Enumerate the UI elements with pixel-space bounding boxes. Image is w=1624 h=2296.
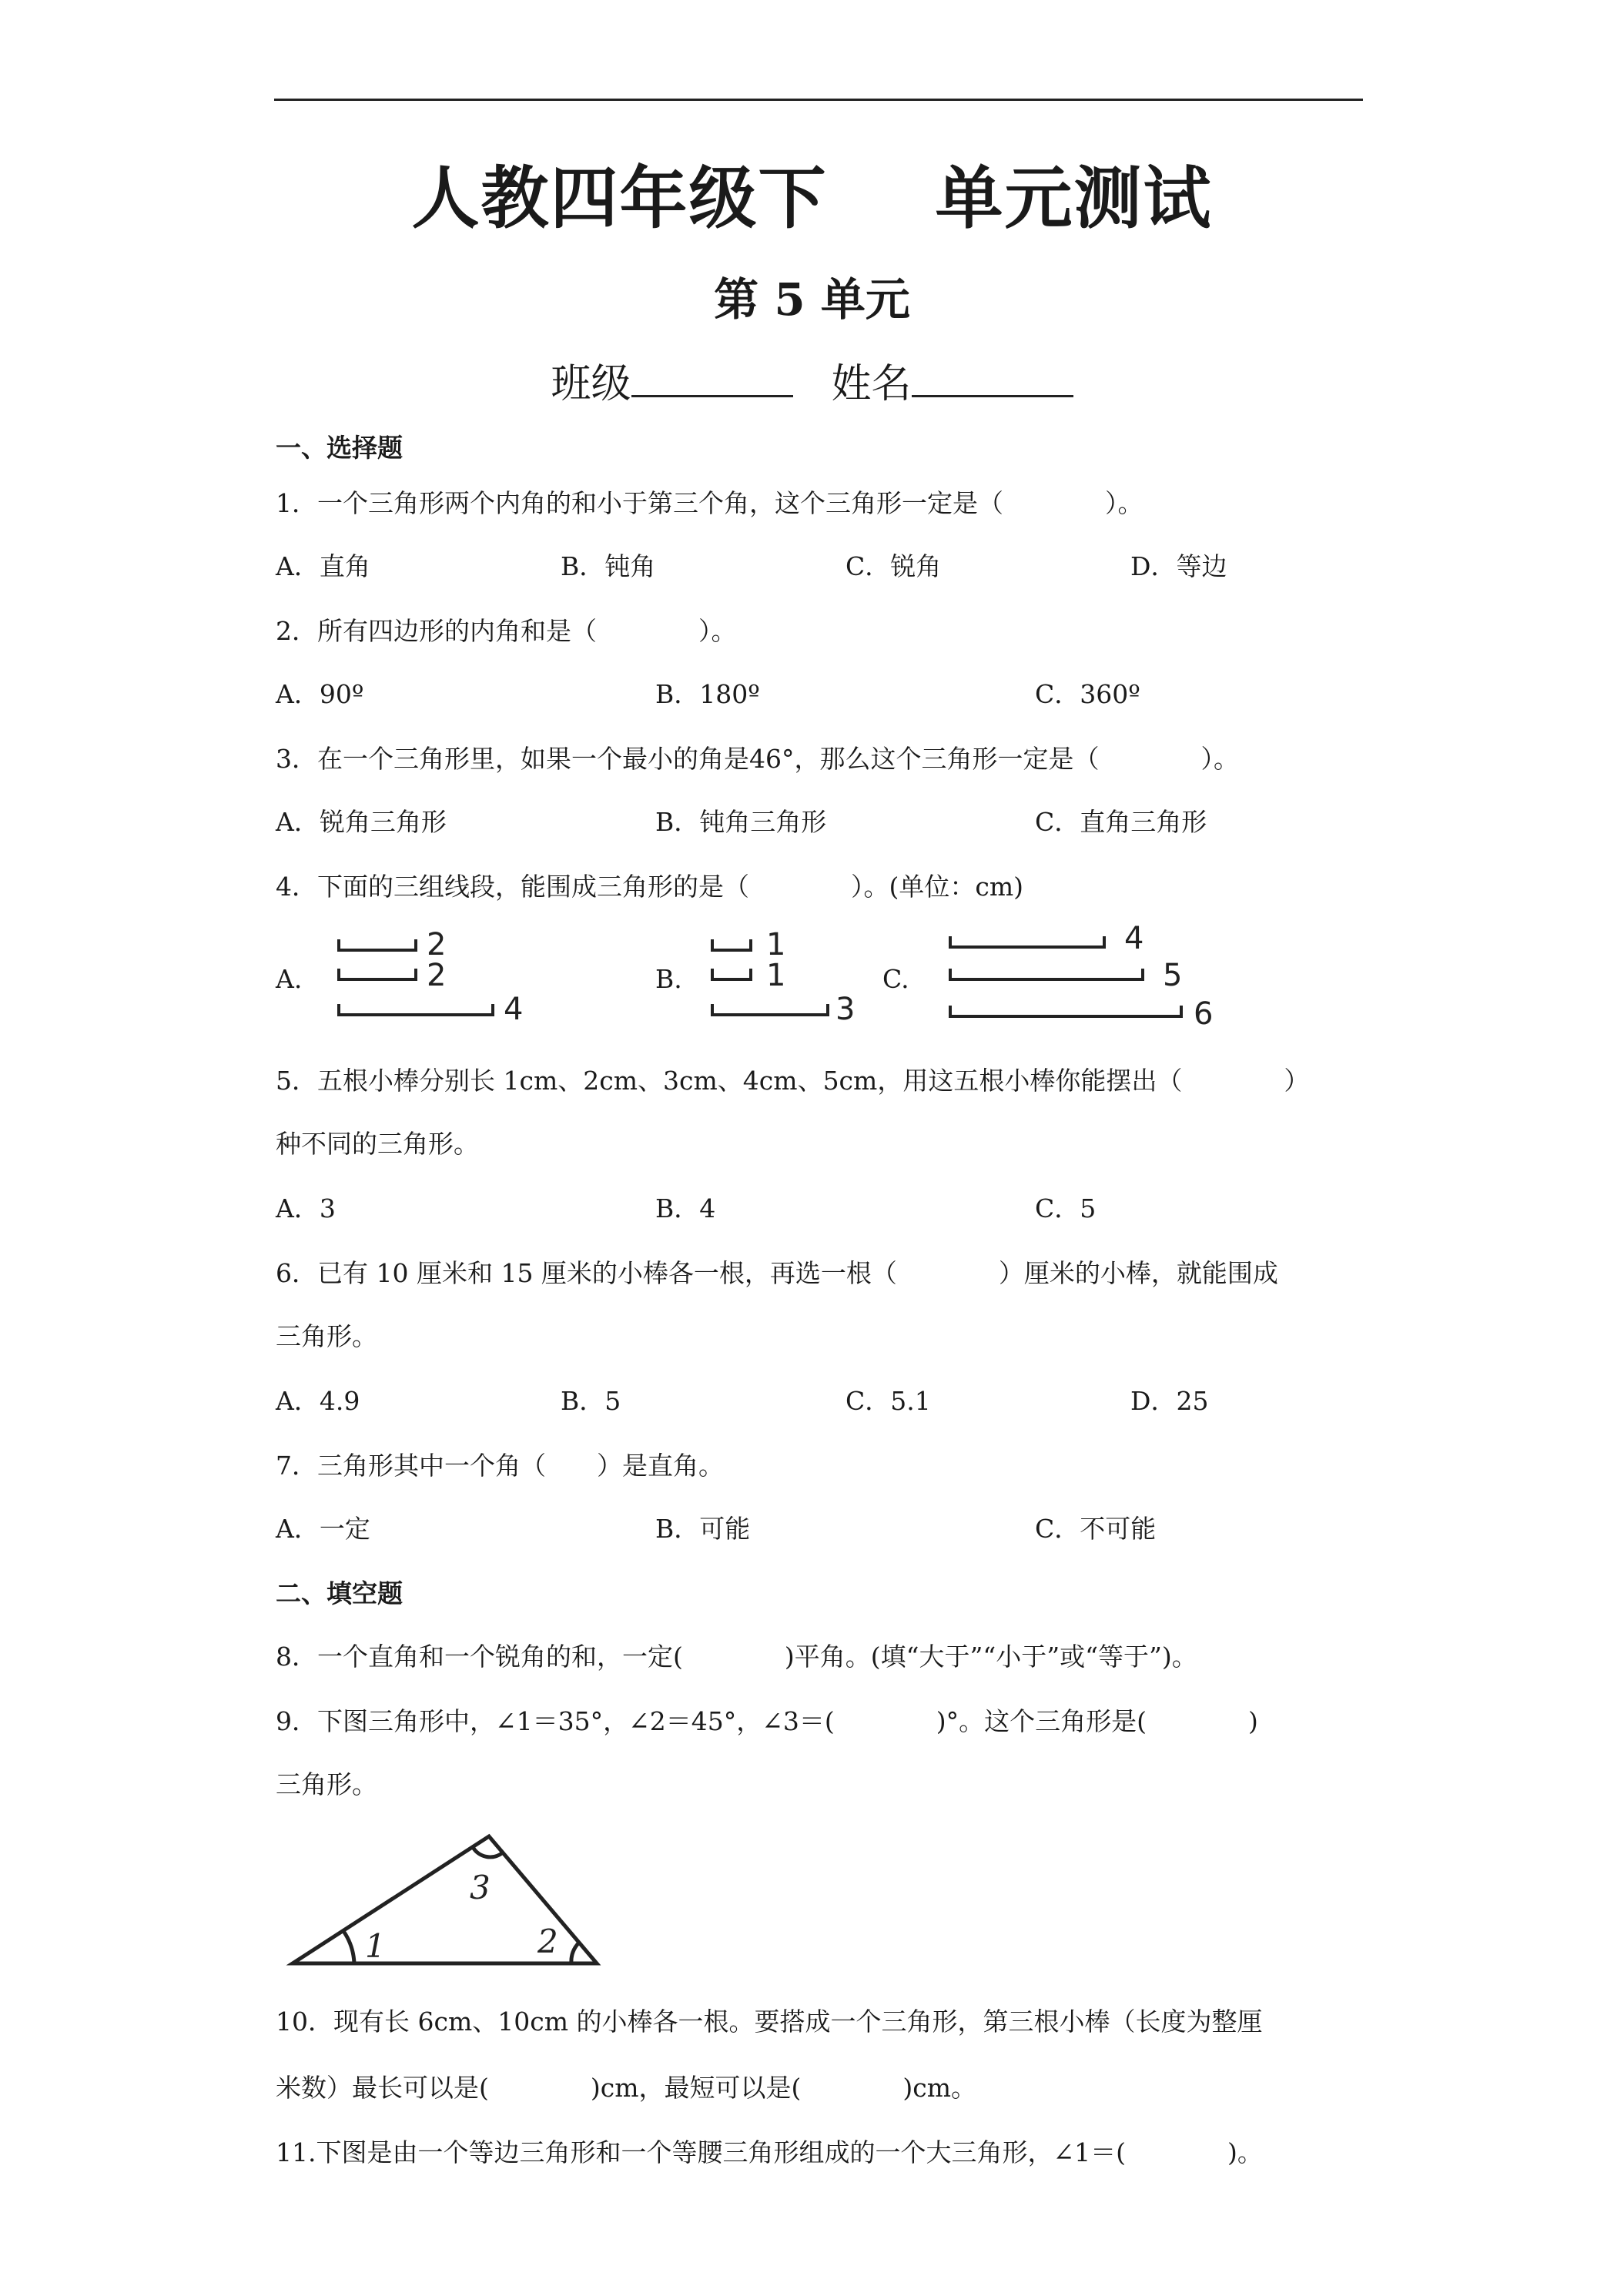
question-1: 1．一个三角形两个内角的和小于第三个角，这个三角形一定是（ ）。 [276, 488, 1143, 518]
question-6-line-1: 6．已有 10 厘米和 15 厘米的小棒各一根，再选一根（ ）厘米的小棒，就能围成 [276, 1258, 1278, 1288]
q3-option-c: C．直角三角形 [1035, 807, 1207, 837]
q5-option-a: A．3 [276, 1193, 336, 1223]
q4-a-label-3: 4 [504, 992, 524, 1027]
q2-option-b: B．180º [655, 679, 760, 709]
question-4: 4．下面的三组线段，能围成三角形的是（ ）。(单位：cm) [276, 872, 1024, 902]
page-title [0, 145, 1624, 242]
student-info [0, 351, 1624, 409]
name-label: 姓名 [831, 361, 912, 407]
q4-option-b: B. [655, 964, 682, 994]
header-rule [274, 99, 1363, 101]
angle-1-arc [343, 1931, 354, 1963]
q7-option-c: C．不可能 [1035, 1514, 1157, 1544]
q2-option-c: C．360º [1035, 679, 1140, 709]
q6-option-d: D．25 [1130, 1386, 1209, 1416]
question-5-line-1: 5．五根小棒分别长 1cm、2cm、3cm、4cm、5cm，用这五根小棒你能摆出（ ） [276, 1066, 1310, 1096]
q3-option-b: B．钝角三角形 [655, 807, 827, 837]
q7-option-a: A．一定 [276, 1514, 370, 1544]
q1-option-a: A．直角 [276, 551, 370, 581]
q2-option-a: A．90º [276, 679, 364, 709]
q4-b-segments [705, 924, 874, 1032]
q4-c-label-2: 5 [1163, 958, 1183, 993]
question-10-line-2: 米数）最长可以是( )cm，最短可以是( )cm。 [276, 2073, 977, 2103]
angle-3-label: 3 [470, 1869, 491, 1906]
q6-option-b: B．5 [561, 1386, 621, 1416]
q5-option-c: C．5 [1035, 1193, 1097, 1223]
angle-1-label: 1 [365, 1927, 386, 1965]
section-choice: 一、选择题 [276, 433, 403, 463]
question-11: 11.下图是由一个等边三角形和一个等腰三角形组成的一个大三角形，∠1＝( )。 [276, 2137, 1263, 2167]
q4-c-label-1: 4 [1124, 921, 1144, 956]
q4-b-label-2: 1 [766, 958, 786, 993]
q9-triangle-figure [285, 1825, 616, 1971]
q4-a-label-1: 2 [427, 927, 447, 962]
q1-option-d: D．等边 [1130, 551, 1227, 581]
class-blank[interactable] [631, 355, 793, 397]
q4-c-segments [943, 921, 1235, 1036]
unit-subtitle: 第 5 单元 [714, 273, 910, 326]
q3-option-a: A．锐角三角形 [276, 807, 447, 837]
q4-option-a: A. [276, 964, 303, 994]
question-2: 2．所有四边形的内角和是（ ）。 [276, 616, 737, 646]
question-9-line-1: 9．下图三角形中，∠1＝35°，∠2＝45°，∠3＝( )°。这个三角形是( ) [276, 1706, 1258, 1736]
angle-2-label: 2 [537, 1923, 558, 1960]
question-3: 3．在一个三角形里，如果一个最小的角是46°，那么这个三角形一定是（ ）。 [276, 744, 1239, 774]
q4-option-c: C. [882, 964, 909, 994]
q5-option-b: B．4 [655, 1193, 716, 1223]
question-5-line-2: 种不同的三角形。 [276, 1129, 479, 1159]
q4-c-label-3: 6 [1194, 996, 1214, 1032]
q1-option-b: B．钝角 [561, 551, 656, 581]
class-label: 班级 [551, 361, 631, 407]
q4-a-label-2: 2 [427, 958, 447, 993]
q6-option-a: A．4.9 [276, 1386, 360, 1416]
title-test: 单元测试 [935, 159, 1213, 238]
question-9-line-2: 三角形。 [276, 1769, 377, 1799]
section-fill: 二、填空题 [276, 1578, 403, 1608]
question-8: 8．一个直角和一个锐角的和，一定( )平角。(填“大于”“小于”或“等于”)。 [276, 1642, 1197, 1672]
q4-b-label-3: 3 [835, 992, 856, 1027]
question-6-line-2: 三角形。 [276, 1321, 377, 1351]
q4-a-segments [331, 924, 539, 1032]
q7-option-b: B．可能 [655, 1514, 751, 1544]
question-10-line-1: 10．现有长 6cm、10cm 的小棒各一根。要搭成一个三角形，第三根小棒（长度为整厘 [276, 2006, 1263, 2037]
angle-2-arc [571, 1943, 579, 1963]
q4-b-label-1: 1 [766, 927, 786, 962]
q6-option-c: C．5.1 [845, 1386, 931, 1416]
name-blank[interactable] [912, 355, 1073, 397]
q1-option-c: C．锐角 [845, 551, 942, 581]
question-7: 7．三角形其中一个角（ ）是直角。 [276, 1451, 724, 1481]
title-grade: 人教四年级下 [411, 159, 828, 238]
